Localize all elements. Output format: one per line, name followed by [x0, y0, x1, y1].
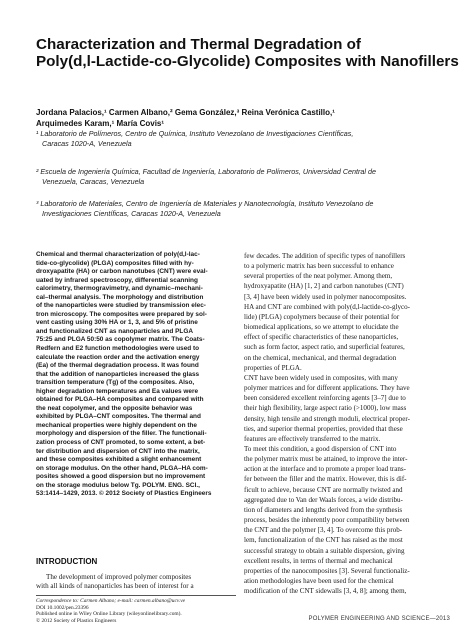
body-line: tion of diameters and lengths derived from the synthesis [244, 505, 403, 514]
abstract-line: the neat copolymer, and the opposite behavior was [36, 404, 193, 412]
body-line: the polymer matrix must be attained, to improve the inter- [244, 455, 408, 464]
publication-note: Published online in Wiley Online Library (wileyonlinelibrary.com). [36, 611, 182, 618]
abstract-line: tide-co-glycolide) (PLGA) composites filled with hy- [36, 259, 194, 267]
abstract-line: on the storage modulus below Tg. POLYM. ENG. SCI., [36, 481, 200, 489]
body-line: been considered excellent reinforcing agents [3–7] due to [244, 394, 406, 403]
body-line: excellent results, in terms of thermal and mechanical [244, 556, 393, 565]
abstract-line: Chemical and thermal characterization of poly(d,l-lac- [36, 251, 200, 258]
abstract-line: tron microscopy. The composites were prepared by sol- [36, 310, 207, 318]
body-line: polymer matrices and for different applications. They have [244, 384, 410, 393]
abstract-line: uated by infrared spectroscopy, differential scanning [36, 276, 198, 284]
abstract-line: and functionalized CNT as nanoparticles and PLGA [36, 327, 194, 335]
running-footer: POLYMER ENGINEERING AND SCIENCE—2013 [308, 616, 450, 622]
body-line: on the chemical, mechanical, and thermal degradation [244, 353, 397, 362]
abstract-line: vent casting using 30% HA or 1, 3, and 5% of pristine [36, 319, 198, 327]
abstract-line: exhibited by PLGA–CNT composites. The thermal and [36, 413, 201, 421]
abstract-line: posites showed a good dispersion but no improvement [36, 473, 206, 481]
abstract-line: obtained for PLGA–HA composites and compared with [36, 396, 204, 404]
abstract-line: cal–thermal analysis. The morphology and distribution [36, 293, 204, 301]
abstract-line: mechanical properties were highly dependent on the [36, 421, 197, 429]
abstract [36, 251, 234, 499]
title-line: Characterization and Thermal Degradation of [36, 36, 361, 53]
abstract-line: (Ea) of the thermal degradation process. It was found [36, 362, 199, 370]
copyright-note: © 2012 Society of Plastics Engineers [36, 618, 117, 625]
footnotes [36, 598, 236, 625]
body-line: the CNT and the polymer [3, 4]. To overcome this prob- [244, 526, 403, 535]
body-line: ties, and superior thermal properties, provided that these [244, 424, 403, 433]
abstract-line: transition temperature (Tg) of the composites. Also, [36, 379, 195, 387]
abstract-line: droxyapatite (HA) or carbon nanotubes (CNT) were eval- [36, 268, 208, 276]
body-line: HA and CNT are combined with poly(d,l-lactide-co-glyco- [244, 302, 411, 311]
body-line: To meet this condition, a good dispersion of CNT into [244, 444, 397, 453]
author-line: Jordana Palacios,¹ Carmen Albano,² Gema González,³ Reina Verónica Castillo,¹ [36, 108, 335, 117]
body-line: their high flexibility, large aspect ratio (>1000), low mass [244, 404, 407, 413]
introduction-heading: INTRODUCTION [36, 557, 98, 566]
body-line: properties of PLGA. [244, 363, 302, 372]
affiliation-line: Investigaciones Científicas, Caracas 1020-A, Venezuela [42, 209, 221, 219]
abstract-line: ter distribution and dispersion of CNT into the matrix, [36, 447, 200, 455]
introduction-text [36, 573, 236, 592]
footnote-divider [36, 595, 236, 596]
body-line: CNT have been widely used in composites, with many [244, 373, 398, 382]
body-line: process, besides the inherently poor compatibility between [244, 516, 410, 525]
title-line: Poly(d,l-Lactide-co-Glycolide) Composites with Nanofillers [36, 53, 459, 70]
abstract-line: Redfern and E2 function methodologies were used to [36, 345, 200, 353]
body-line: modification of the CNT sidewalls [3, 4, 8]; among them, [244, 587, 407, 596]
body-line: hydroxyapatite (HA) [1, 2] and carbon nanotubes (CNT) [244, 282, 404, 291]
abstract-line: higher degradation temperatures and Ea values were [36, 387, 199, 395]
affiliation-1 [36, 129, 446, 149]
abstract-line: and these composites exhibited a slight enhancement [36, 456, 202, 464]
abstract-line: calculate the reaction order and the activation energy [36, 353, 200, 361]
body-line: lem, functionalization of the CNT has raised as the most [244, 536, 403, 545]
body-line: action at the interface and to promote a proper load trans- [244, 465, 407, 474]
body-line: few decades. The addition of specific types of nanofillers [244, 252, 406, 260]
correspondence-note: Correspondence to: Carmen Albano; e-mail: carmen.albano@ucv.ve [36, 598, 186, 604]
abstract-line: of the nanoparticles were studied by transmission elec- [36, 302, 206, 310]
body-line: [3, 4] have been widely used in polymer nanocomposites. [244, 292, 407, 301]
body-line: The development of improved polymer composites [46, 573, 192, 581]
body-line: successful strategy to obtain a suitable dispersion, giving [244, 546, 405, 555]
abstract-line: on storage modulus. On the other hand, PLGA–HA com- [36, 464, 208, 472]
article-title [36, 36, 459, 70]
body-line: biomedical applications, so we attempt to elucidate the [244, 323, 399, 332]
abstract-line: that the addition of nanoparticles increased the glass [36, 370, 200, 378]
affiliation-2 [36, 167, 446, 187]
body-line: aggregated due to Van der Waals forces, a wide distribu- [244, 495, 403, 504]
body-line: features are effectively transferred to the matrix. [244, 434, 381, 443]
body-line: effect of specific characteristics of these nanoparticles, [244, 333, 399, 342]
abstract-line: zation process of CNT promoted, to some extent, a bet- [36, 439, 206, 447]
affiliation-line: ² Escuela de Ingeniería Química, Facultad de Ingeniería, Laboratorio de Polímeros, Universidad Central de [36, 167, 376, 176]
body-line: with all kinds of nanoparticles has been of interest for a [36, 582, 194, 591]
affiliation-line: ³ Laboratorio de Materiales, Centro de Ingeniería de Materiales y Nanotecnología, Instituto Venezolano de [36, 199, 374, 208]
body-line: ficult to achieve, because CNT are normally twisted and [244, 485, 403, 494]
author-list [36, 108, 446, 129]
affiliation-line: Caracas 1020-A, Venezuela [42, 139, 132, 149]
abstract-line: morphology and dispersion of the filler. The functionali- [36, 430, 207, 438]
affiliation-line: Venezuela, Caracas, Venezuela [42, 177, 145, 187]
abstract-line: 75:25 and PLGA 50:50 as copolymer matrix. The Coats- [36, 336, 205, 344]
body-line: ation methodologies have been used for the chemical [244, 577, 394, 585]
abstract-line: 53:1414–1429, 2013. © 2012 Society of Plastics Engineers [36, 490, 212, 498]
body-line: such as form factor, aspect ratio, and superficial features, [244, 343, 405, 352]
body-right-column [244, 251, 452, 596]
body-line: to a polymeric matrix has been successful to enhance [244, 262, 394, 271]
doi-note: DOI 10.1002/pen.23396 [36, 604, 89, 611]
body-line: lide) (PLGA) copolymers because of their potential for [244, 312, 400, 321]
author-line: Arquimedes Karam,¹ María Covis¹ [36, 118, 165, 128]
body-line: fer between the filler and the matrix. However, this is dif- [244, 475, 407, 484]
body-line: density, high tensile and strength moduli, electrical proper- [244, 414, 410, 423]
abstract-line: calorimetry, thermogravimetry, and dynamic–mechani- [36, 285, 203, 293]
body-line: several properties of the neat polymer. Among them, [244, 272, 393, 281]
affiliation-3 [36, 199, 446, 219]
affiliation-line: ¹ Laboratorio de Polímeros, Centro de Química, Instituto Venezolano de Investigaciones Científicas, [36, 129, 354, 138]
body-line: properties of the nanocomposites [3]. Several functionaliz- [244, 566, 410, 575]
